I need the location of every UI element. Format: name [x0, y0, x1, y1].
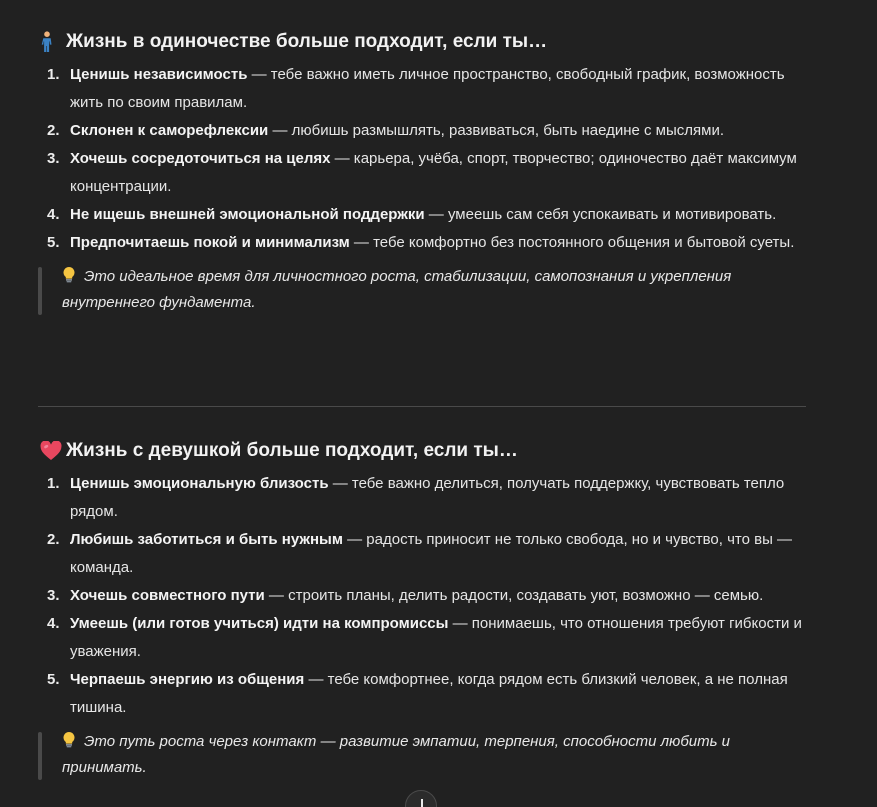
item-title: Любишь заботиться и быть нужным — [70, 531, 343, 548]
list-item: 2. Любишь заботиться и быть нужным — радость приносит не только свобода, но и чувство, что вы — команда. — [47, 531, 793, 576]
note-blockquote — [40, 265, 810, 315]
note-text: Это идеальное время для личностного роста, стабилизации, самопознания и укрепления внутреннего фундамента. — [62, 268, 732, 311]
list-item: 4. Не ищешь внешней эмоциональной поддержки — умеешь сам себя успокаивать и мотивировать. — [47, 206, 777, 223]
list-item: 2. Склонен к саморефлексии — любишь размышлять, развиваться, быть наедине с мыслями. — [47, 122, 725, 139]
item-title: Черпаешь энергию из общения — [70, 671, 305, 688]
item-title: Предпочитаешь покой и минимализм — [70, 234, 350, 251]
list-item: 1. Ценишь эмоциональную близость — тебе важно делиться, получать поддержку, чувствовать тепло рядом. — [47, 475, 785, 520]
criteria-list — [40, 61, 810, 257]
person-standing-icon — [40, 31, 66, 53]
list-item: 3. Хочешь сосредоточиться на целях — карьера, учёба, спорт, творчество; одиночество даёт максимум концентрации. — [47, 150, 797, 195]
item-text: — карьера, учёба, спорт, творчество; одиночество даёт максимум концентрации. — [70, 150, 797, 195]
item-text: — строить планы, делить радости, создавать уют, возможно — семью. — [264, 587, 764, 604]
section-single-life — [40, 28, 810, 315]
list-item: 5. Черпаешь энергию из общения — тебе комфортнее, когда рядом есть близкий человек, а не полная тишина. — [47, 671, 788, 716]
item-text: — любишь размышлять, развиваться, быть наедине с мыслями. — [268, 122, 725, 139]
section-divider — [38, 406, 806, 407]
criteria-list — [40, 470, 810, 722]
item-title: Хочешь совместного пути — [70, 587, 265, 604]
item-title: Умеешь (или готов учиться) идти на компромиссы — [70, 615, 449, 632]
lightbulb-icon — [62, 731, 76, 756]
item-text: — радость приносит не только свобода, но и чувство, что вы — команда. — [70, 531, 793, 576]
list-item: 5. Предпочитаешь покой и минимализм — тебе комфортно без постоянного общения и бытовой суеты. — [47, 234, 795, 251]
item-title: Склонен к саморефлексии — [70, 122, 269, 139]
list-item: 3. Хочешь совместного пути — строить планы, делить радости, создавать уют, возможно — семью. — [47, 587, 764, 604]
scroll-to-bottom-button[interactable] — [405, 790, 437, 807]
section-heading — [40, 437, 810, 465]
item-title: Не ищешь внешней эмоциональной поддержки — [70, 206, 425, 223]
item-text: — тебе комфортно без постоянного общения и бытовой суеты. — [349, 234, 795, 251]
list-item: 1. Ценишь независимость — тебе важно иметь личное пространство, свободный график, возможность жить по своим правилам. — [47, 66, 785, 111]
quote-bar — [38, 267, 42, 315]
item-text: — понимаешь, что отношения требуют гибкости и уважения. — [70, 615, 802, 660]
heart-icon — [40, 441, 66, 461]
item-text: — тебе комфортнее, когда рядом есть близкий человек, а не полная тишина. — [70, 671, 788, 716]
item-text: — тебе важно делиться, получать поддержку, чувствовать тепло рядом. — [70, 475, 785, 520]
list-item: 4. Умеешь (или готов учиться) идти на компромиссы — понимаешь, что отношения требуют гибкости и уважения. — [47, 615, 802, 660]
item-title: Ценишь эмоциональную близость — [70, 475, 329, 492]
item-title: Ценишь независимость — [70, 66, 248, 83]
section-heading — [40, 28, 810, 56]
section-heading-text: Жизнь с девушкой больше подходит, если ты… — [66, 440, 518, 461]
item-title: Хочешь сосредоточиться на целях — [70, 150, 331, 167]
quote-bar — [38, 732, 42, 780]
lightbulb-icon — [62, 266, 76, 291]
section-heading-text: Жизнь в одиночестве больше подходит, если ты… — [66, 31, 548, 52]
note-text: Это путь роста через контакт — развитие эмпатии, терпения, способности любить и принимать. — [62, 733, 730, 776]
item-text: — умеешь сам себя успокаивать и мотивировать. — [424, 206, 777, 223]
arrow-down-icon — [421, 799, 423, 807]
section-life-with-girlfriend — [40, 437, 810, 780]
note-blockquote — [40, 730, 810, 780]
item-text: — тебе важно иметь личное пространство, свободный график, возможность жить по своим правилам. — [70, 66, 785, 111]
